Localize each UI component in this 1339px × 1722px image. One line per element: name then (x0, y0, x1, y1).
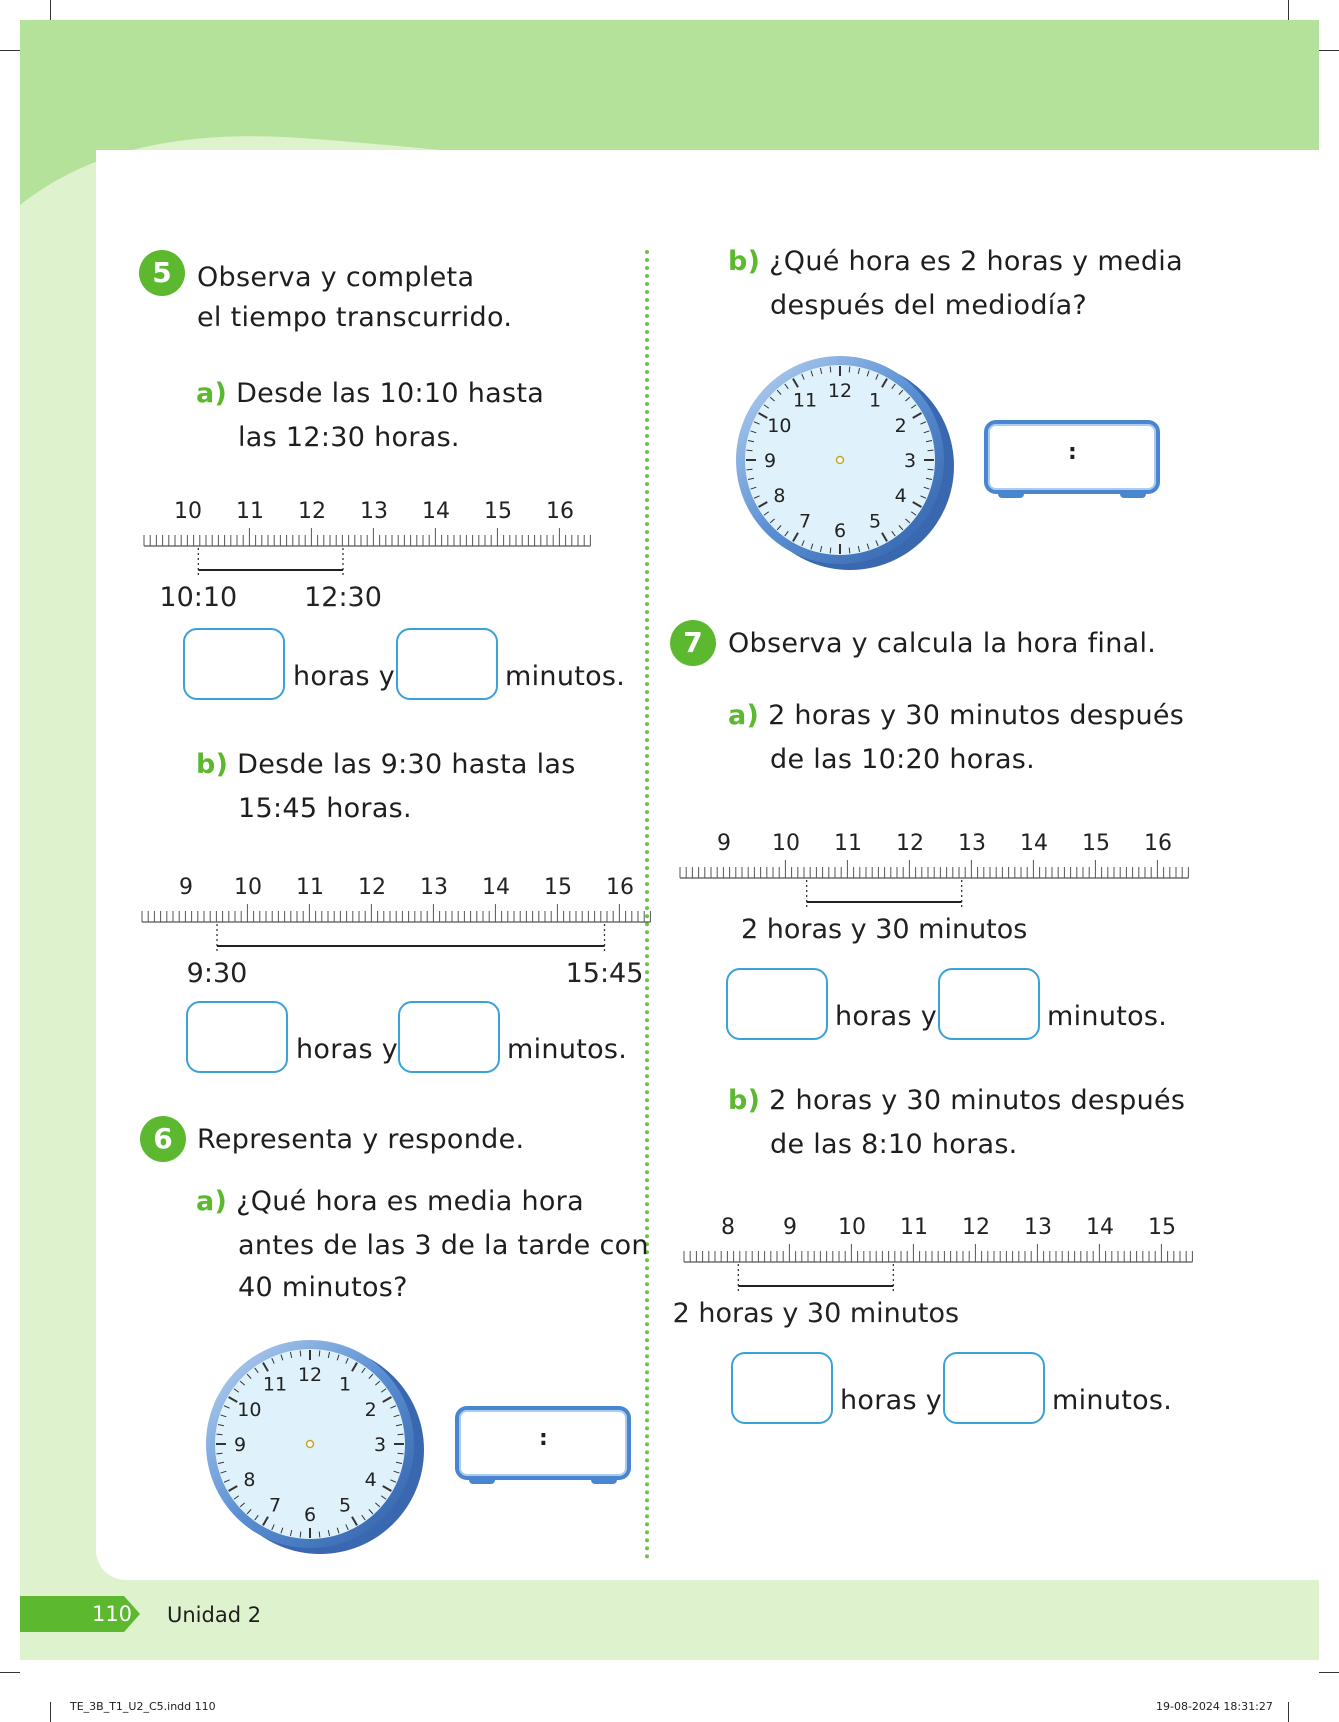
timeline-tick-label: 15 (1082, 831, 1110, 856)
clock-number: 7 (268, 1494, 282, 1517)
timeline-tick-label: 12 (358, 875, 386, 900)
clock-tick (849, 548, 850, 554)
clock-number: 2 (364, 1399, 377, 1421)
clock-tick (319, 1532, 320, 1538)
clock-number: 6 (303, 1504, 317, 1526)
clock-tick (830, 367, 831, 373)
ex7a-horas-y: horas y (835, 1001, 938, 1032)
timeline-tick-label: 16 (546, 499, 574, 524)
timeline-tick-label: 9 (717, 831, 731, 856)
clock-number: 9 (763, 450, 777, 472)
ex6a-label: a) (196, 1186, 228, 1217)
timeline-span-label: 2 horas y 30 minutos (740, 914, 1028, 945)
ex7b-horas-y: horas y (840, 1385, 943, 1416)
ex5a-text1: Desde las 10:10 hasta (236, 378, 545, 409)
column-divider (645, 250, 649, 1560)
ex6b-label: b) (728, 246, 761, 277)
slug-timestamp: 19-08-2024 18:31:27 (1156, 1700, 1273, 1713)
exercise-5-number: 5 (139, 250, 185, 296)
timeline-tick-label: 14 (1086, 1215, 1114, 1240)
ex7b-prompt-line2: de las 8:10 horas. (770, 1129, 1018, 1160)
exercise-6-number: 6 (140, 1116, 186, 1162)
timeline-tick-label: 8 (721, 1215, 735, 1240)
ex5a-hours-box[interactable] (183, 628, 285, 700)
crop-mark (50, 1702, 51, 1722)
ex7a-minutos: minutos. (1047, 1001, 1168, 1032)
ex5b-minutes-box[interactable] (398, 1001, 500, 1073)
ex5b-minutos: minutos. (507, 1034, 628, 1065)
timeline-tick-label: 11 (834, 831, 862, 856)
page-number: 110 (91, 1602, 133, 1626)
ex5b-prompt-line2: 15:45 horas. (238, 793, 412, 824)
ex5b-label: b) (196, 749, 229, 780)
ex7b-label: b) (728, 1085, 761, 1116)
clock-number: 9 (233, 1434, 247, 1456)
clock-number: 11 (262, 1373, 288, 1396)
clock-number: 2 (894, 415, 907, 437)
clock-number: 12 (297, 1364, 323, 1386)
clock-number: 12 (827, 380, 853, 402)
ex7a-minutes-box[interactable] (938, 968, 1040, 1040)
clock-tick (217, 1434, 223, 1435)
ex5a-minutos: minutos. (505, 661, 626, 692)
ex7a-label: a) (728, 700, 760, 731)
timeline-5b (138, 856, 644, 989)
clock-tick (398, 1453, 404, 1454)
clock-number: 5 (338, 1494, 352, 1517)
digital-clock-6a[interactable] (455, 1406, 631, 1486)
ex6b-text1: ¿Qué hora es 2 horas y media (769, 246, 1183, 277)
clock-tick (319, 1351, 320, 1357)
slug-filename: TE_3B_T1_U2_C5.indd 110 (70, 1700, 216, 1713)
clock-number: 4 (364, 1469, 377, 1491)
timeline-tick-label: 11 (236, 499, 264, 524)
timeline-tick-label: 12 (298, 499, 326, 524)
unit-label: Unidad 2 (167, 1603, 262, 1627)
ex6b-prompt-line1 (728, 240, 1183, 284)
timeline-tick-label: 15 (1148, 1215, 1176, 1240)
clock-tick (928, 450, 934, 451)
timeline-tick-label: 15 (544, 875, 572, 900)
ex5a-minutes-box[interactable] (396, 628, 498, 700)
timeline-tick-label: 11 (900, 1215, 928, 1240)
ex7a-prompt-line1 (728, 694, 1184, 738)
clock-number: 6 (833, 520, 847, 542)
clock-number: 8 (243, 1469, 256, 1491)
exercise-7-title: Observa y calcula la hora final. (728, 628, 1157, 659)
clock-number: 3 (373, 1434, 387, 1456)
crop-mark (0, 50, 20, 51)
ex7b-prompt-line1 (728, 1079, 1185, 1123)
exercise-6-title: Representa y responde. (197, 1124, 525, 1155)
ex6a-prompt-line2: antes de las 3 de la tarde con (238, 1230, 649, 1261)
ex7a-hours-box[interactable] (726, 968, 828, 1040)
timeline-span-label: 2 horas y 30 minutos (672, 1298, 960, 1329)
crop-mark (50, 0, 51, 20)
clock-number: 1 (338, 1373, 352, 1396)
timeline-tick-label: 9 (783, 1215, 797, 1240)
clock-number: 5 (868, 510, 882, 533)
crop-mark (1319, 1672, 1339, 1673)
clock-tick (928, 469, 934, 470)
timeline-tick-label: 15 (484, 499, 512, 524)
timeline-tick-label: 13 (1024, 1215, 1052, 1240)
timeline-tick-label: 10 (772, 831, 800, 856)
ex5a-horas-y: horas y (293, 661, 396, 692)
ex7a-text1: 2 horas y 30 minutos después (768, 700, 1185, 731)
ex7b-minutos: minutos. (1052, 1385, 1173, 1416)
timeline-tick-label: 12 (896, 831, 924, 856)
timeline-end-label: 15:45 (565, 958, 644, 989)
clock-number: 10 (767, 415, 792, 437)
timeline-5a (140, 480, 630, 613)
clock-number: 11 (792, 389, 818, 412)
ex6a-prompt-line3: 40 minutos? (238, 1272, 408, 1303)
ex5a-prompt-line2: las 12:30 horas. (238, 422, 460, 453)
ex7b-minutes-box[interactable] (943, 1352, 1045, 1424)
timeline-start-label: 9:30 (186, 958, 248, 989)
analog-clock-6a[interactable] (204, 1336, 434, 1566)
timeline-tick-label: 10 (234, 875, 262, 900)
ex5a-label: a) (196, 378, 228, 409)
timeline-7b (672, 1196, 1176, 1329)
clock-number: 3 (903, 450, 917, 472)
timeline-tick-label: 14 (1020, 831, 1048, 856)
clock-tick (217, 1453, 223, 1454)
clock-tick (747, 469, 753, 470)
ex7b-hours-box[interactable] (731, 1352, 833, 1424)
ex5b-hours-box[interactable] (186, 1001, 288, 1073)
timeline-tick-label: 9 (179, 875, 193, 900)
timeline-tick-label: 10 (174, 499, 202, 524)
clock-center-pin (307, 1441, 314, 1448)
timeline-start-label: 10:10 (159, 582, 238, 613)
timeline-tick-label: 13 (360, 499, 388, 524)
timeline-tick-label: 16 (606, 875, 634, 900)
ex5b-prompt-line1 (196, 743, 576, 787)
ex7a-prompt-line2: de las 10:20 horas. (770, 744, 1036, 775)
timeline-tick-label: 16 (1144, 831, 1172, 856)
ex6b-prompt-line2: después del mediodía? (770, 290, 1088, 321)
crop-mark (1319, 50, 1339, 51)
clock-tick (300, 1532, 301, 1538)
clock-tick (398, 1434, 404, 1435)
clock-number: 8 (773, 485, 786, 507)
crop-mark (1288, 1702, 1289, 1722)
timeline-tick-label: 14 (422, 499, 450, 524)
ex6a-prompt-line1 (196, 1180, 584, 1224)
clock-number: 1 (868, 389, 882, 412)
timeline-tick-label: 13 (420, 875, 448, 900)
exercise-5-title-line1: Observa y completa (197, 262, 475, 293)
ex6a-text1: ¿Qué hora es media hora (236, 1186, 584, 1217)
timeline-tick-label: 10 (838, 1215, 866, 1240)
timeline-tick-label: 13 (958, 831, 986, 856)
exercise-5-title-line2: el tiempo transcurrido. (197, 302, 513, 333)
clock-tick (830, 548, 831, 554)
crop-mark (1288, 0, 1289, 20)
clock-tick (747, 450, 753, 451)
ex7b-text1: 2 horas y 30 minutos después (769, 1085, 1186, 1116)
digital-clock-6a-colon: : (539, 1426, 548, 1451)
timeline-tick-label: 12 (962, 1215, 990, 1240)
ex5a-prompt-line1 (196, 372, 544, 416)
exercise-7-number: 7 (670, 620, 716, 666)
timeline-end-label: 12:30 (304, 582, 382, 613)
clock-number: 7 (798, 510, 812, 533)
timeline-tick-label: 14 (482, 875, 510, 900)
ex5b-text1: Desde las 9:30 hasta las (237, 749, 576, 780)
ex5b-horas-y: horas y (296, 1034, 399, 1065)
clock-center-pin (837, 457, 844, 464)
clock-number: 4 (894, 485, 907, 507)
clock-number: 10 (237, 1399, 262, 1421)
clock-tick (849, 367, 850, 373)
crop-mark (0, 1672, 20, 1673)
digital-clock-6b[interactable] (984, 420, 1160, 500)
digital-clock-6b-colon: : (1068, 440, 1077, 465)
analog-clock-6b[interactable] (734, 352, 964, 582)
clock-tick (300, 1351, 301, 1357)
timeline-tick-label: 11 (296, 875, 324, 900)
timeline-7a (676, 812, 1172, 945)
